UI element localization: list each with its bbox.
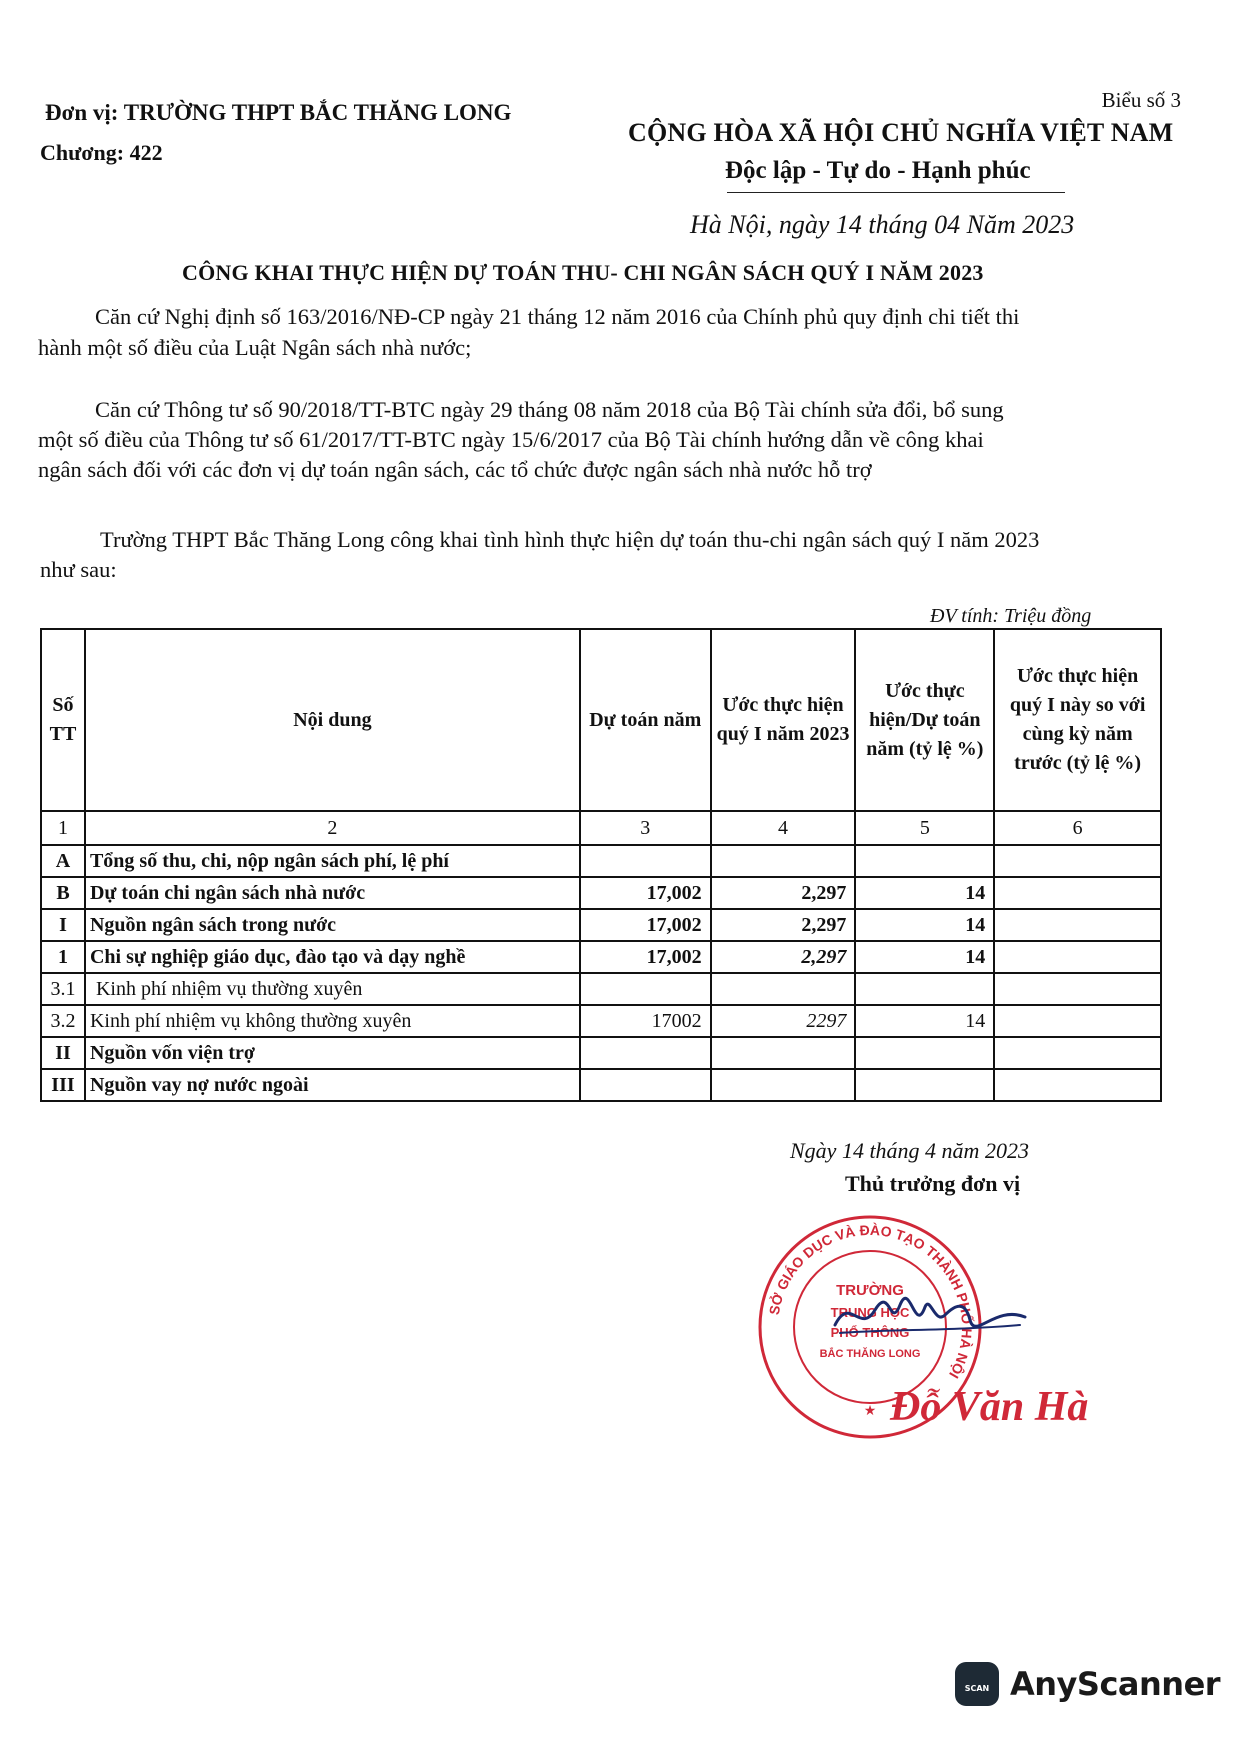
row-stt: B [41,877,85,909]
row-yoy [994,1005,1161,1037]
intro-line-2: như sau: [40,557,117,582]
row-annual: 17,002 [580,909,711,941]
row-q1: 2,297 [711,909,856,941]
national-motto: Độc lập - Tự do - Hạnh phúc [725,157,1031,184]
document-title: CÔNG KHAI THỰC HIỆN DỰ TOÁN THU- CHI NGÂN SÁCH QUÝ I NĂM 2023 [182,260,984,285]
row-ratio: 14 [855,909,994,941]
row-stt: 3.1 [41,973,85,1005]
row-yoy [994,845,1161,877]
signature-date: Ngày 14 tháng 4 năm 2023 [790,1138,1029,1163]
signer-name: Đỗ Văn Hà [890,1384,1089,1430]
row-stt: I [41,909,85,941]
row-yoy [994,877,1161,909]
unit-note: ĐV tính: Triệu đồng [930,605,1092,627]
index-cell: 6 [994,811,1161,845]
row-yoy [994,1069,1161,1101]
header-content: Nội dung [85,629,580,811]
row-q1: 2,297 [711,877,856,909]
index-cell: 1 [41,811,85,845]
table-row [41,1037,1161,1069]
table-row [41,1069,1161,1101]
budget-table [40,628,1162,1102]
row-stt: A [41,845,85,877]
header-stt: Số TT [41,629,85,811]
basis-2-line-1: Căn cứ Thông tư số 90/2018/TT-BTC ngày 29 tháng 08 năm 2018 của Bộ Tài chính sửa đổi, bổ sung [95,397,1004,422]
table-row [41,1005,1161,1037]
row-annual: 17,002 [580,941,711,973]
basis-2-line-2: một số điều của Thông tư số 61/2017/TT-BTC ngày 15/6/2017 của Bộ Tài chính hướng dẫn về công khai [38,427,984,452]
index-cell: 4 [711,811,856,845]
stamp-ring-text: SỞ GIÁO DỤC VÀ ĐÀO TẠO THÀNH PHỐ HÀ NỘI [765,1221,976,1382]
row-stt: 1 [41,941,85,973]
form-number: Biểu số 3 [1101,88,1181,112]
scanner-icon-label: SCAN [964,1684,990,1693]
row-stt: II [41,1037,85,1069]
row-q1 [711,845,856,877]
scanner-brand-name: AnyScanner [1010,1665,1221,1703]
row-ratio [855,1069,994,1101]
table-header-row [41,629,1161,811]
table-row [41,877,1161,909]
basis-2-line-3: ngân sách đối với các đơn vị dự toán ngân sách, các tổ chức được ngân sách nhà nước hỗ trợ [38,457,872,482]
basis-1-line-1: Căn cứ Nghị định số 163/2016/NĐ-CP ngày 21 tháng 12 năm 2016 của Chính phủ quy định chi tiết thi [95,304,1020,329]
row-yoy [994,909,1161,941]
row-q1: 2,297 [711,941,856,973]
table-index-row [41,811,1161,845]
header-yoy: Ước thực hiện quý I này so với cùng kỳ năm trước (tỷ lệ %) [994,629,1161,811]
row-q1: 2297 [711,1005,856,1037]
handwritten-signature [830,1285,1030,1345]
place-date: Hà Nội, ngày 14 tháng 04 Năm 2023 [690,210,1075,239]
row-yoy [994,1037,1161,1069]
row-content: Nguồn ngân sách trong nước [85,909,580,941]
national-title: CỘNG HÒA XÃ HỘI CHỦ NGHĨA VIỆT NAM [628,118,1174,147]
header-annual-estimate: Dự toán năm [580,629,711,811]
stamp-star-icon: ★ [863,1404,877,1419]
row-yoy [994,973,1161,1005]
index-cell: 5 [855,811,994,845]
row-ratio [855,1037,994,1069]
row-content: Tổng số thu, chi, nộp ngân sách phí, lệ phí [85,845,580,877]
header-ratio: Ước thực hiện/Dự toán năm (tỷ lệ %) [855,629,994,811]
table-row [41,845,1161,877]
row-ratio: 14 [855,877,994,909]
stamp-line-2: TRUNG HỌC [830,1305,910,1320]
header-q1-estimate: Ước thực hiện quý I năm 2023 [711,629,856,811]
row-annual [580,1037,711,1069]
row-stt: III [41,1069,85,1101]
row-content: Chi sự nghiệp giáo dục, đào tạo và dạy nghề [85,941,580,973]
row-annual [580,973,711,1005]
row-annual: 17002 [580,1005,711,1037]
signer-title: Thủ trưởng đơn vị [845,1171,1021,1196]
table-row [41,973,1161,1005]
row-ratio [855,973,994,1005]
row-content: Dự toán chi ngân sách nhà nước [85,877,580,909]
motto-underline [727,192,1065,193]
row-ratio [855,845,994,877]
table-row [41,941,1161,973]
row-annual [580,1069,711,1101]
stamp-line-3: PHỔ THÔNG [830,1325,910,1340]
row-q1 [711,1037,856,1069]
index-cell: 2 [85,811,580,845]
basis-1-line-2: hành một số điều của Luật Ngân sách nhà nước; [38,335,472,360]
row-q1 [711,973,856,1005]
index-cell: 3 [580,811,711,845]
stamp-line-4: BẮC THĂNG LONG [819,1348,921,1360]
row-content: Kinh phí nhiệm vụ thường xuyên [85,973,580,1005]
table-row [41,909,1161,941]
row-annual: 17,002 [580,877,711,909]
row-q1 [711,1069,856,1101]
intro-line-1: Trường THPT Bắc Thăng Long công khai tình hình thực hiện dự toán thu-chi ngân sách quý I năm 2023 [100,527,1040,552]
row-content: Kinh phí nhiệm vụ không thường xuyên [85,1005,580,1037]
row-content: Nguồn vốn viện trợ [85,1037,580,1069]
row-ratio: 14 [855,941,994,973]
chapter-code: Chương: 422 [40,140,163,165]
unit-name: Đơn vị: TRƯỜNG THPT BẮC THĂNG LONG [45,100,512,125]
row-content: Nguồn vay nợ nước ngoài [85,1069,580,1101]
row-ratio: 14 [855,1005,994,1037]
stamp-line-1: TRƯỜNG [836,1282,904,1299]
row-annual [580,845,711,877]
row-yoy [994,941,1161,973]
row-stt: 3.2 [41,1005,85,1037]
